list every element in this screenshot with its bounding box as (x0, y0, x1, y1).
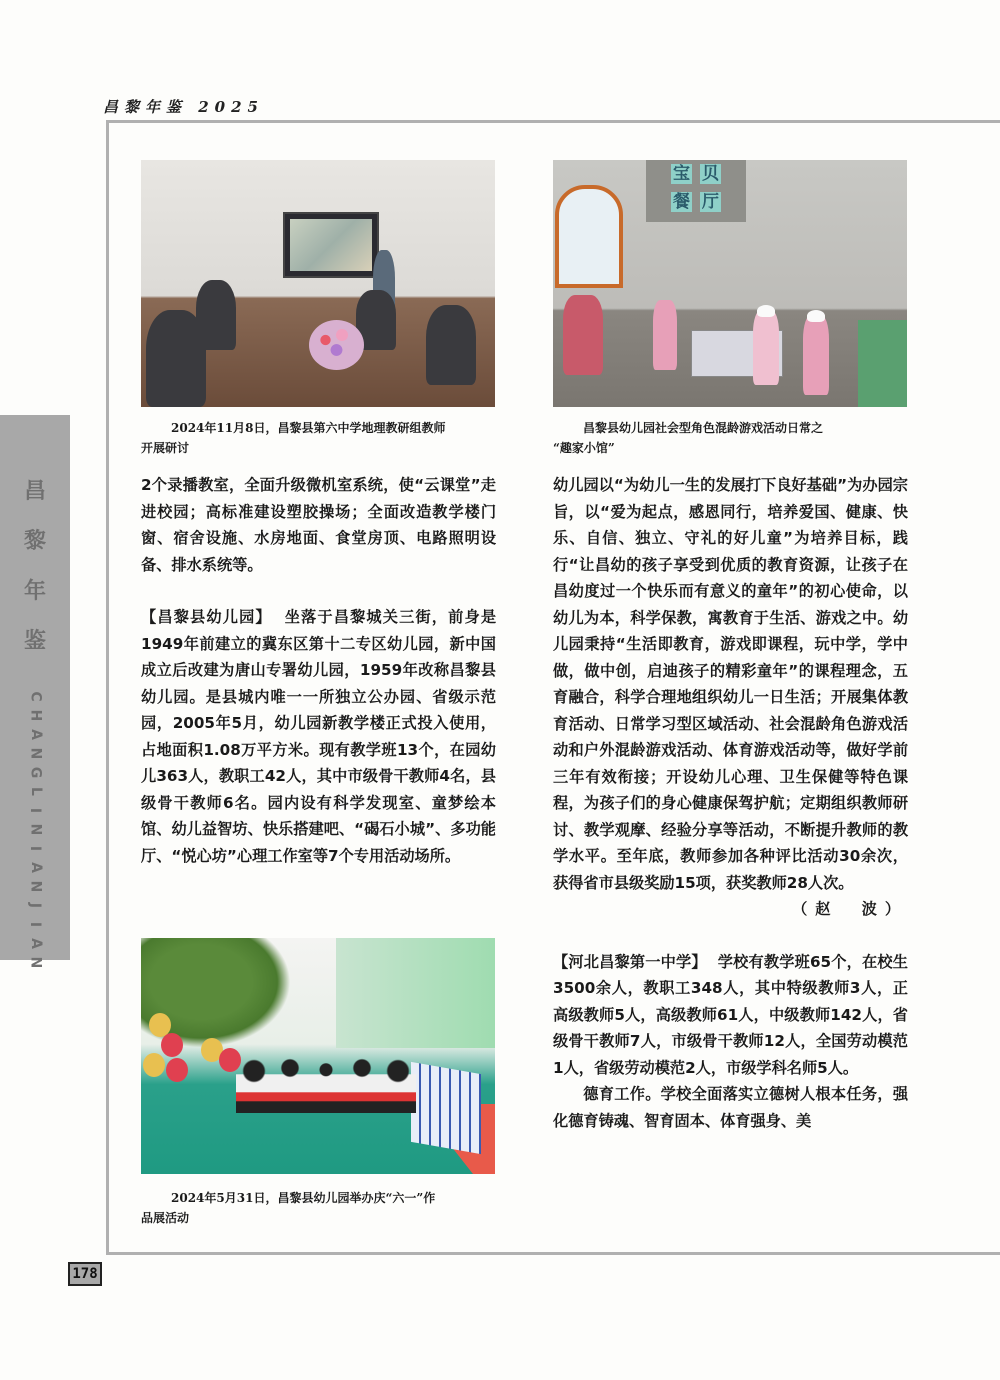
caption-cafe (553, 418, 913, 458)
side-tab-char: 鉴 (23, 629, 46, 654)
flower-bouquet (309, 320, 364, 370)
kindergarten-body: 坐落于昌黎城关三街，前身是1949年前建立的冀东区第十二专区幼儿园，新中国成立后改建为唐山专署幼儿园，1959年改称昌黎县幼儿园。是县城内唯一一所独立公办园、省级示范园，2005年5月，幼儿园新教学楼正式投入使用，占地面积1.08万平方米。现有教学班13个，在园幼儿363人，教职工42人，其中市级骨干教师4名，县级骨干教师6名。园内设有科学发现室、童梦绘本馆、幼儿益智坊、快乐搭建吧、“碣石小城”、多功能厅、“悦心坊”心理工作室等7个专用活动场所。 (141, 608, 497, 865)
pinyin-letter: N (27, 956, 44, 969)
right-column (553, 472, 908, 1134)
pinyin-letter: H (27, 709, 44, 722)
caption-text: 2024年11月8日，昌黎县第六中学地理教研组教师 (171, 421, 446, 435)
caption-text: 品展活动 (141, 1211, 190, 1225)
crowd (236, 1053, 416, 1113)
side-tab-pinyin (27, 687, 44, 972)
pinyin-letter: A (27, 938, 44, 949)
pinyin-letter: N (27, 747, 44, 760)
school-body: 学校有教学班65个，在校生3500余人，教职工348人，其中特级教师3人，正高级教师5人，高级教师61人，中级教师142人，省级骨干教师7人，市级骨干教师12人，全国劳动模范1人，省级劳动模范2人，市级学科名师5人。 (553, 952, 908, 1077)
balloon (166, 1058, 188, 1082)
pinyin-letter: L (27, 787, 44, 796)
sign-char: 厅 (702, 192, 719, 212)
child-figure (653, 300, 677, 370)
paragraph-moral-education (553, 1081, 908, 1134)
paragraph-campus-upgrade: 2个录播教室，全面升级微机室系统，使“云课堂”走进校园；高标准建设塑胶操场；全面改造教学楼门窗、宿舍设施、水房地面、食堂房顶、电路照明设备、排水系统等。 (141, 476, 496, 574)
balloon (219, 1048, 241, 1072)
pinyin-letter: G (27, 766, 44, 779)
sign-char: 宝 (673, 164, 690, 184)
pinyin-letter: A (27, 729, 44, 740)
caption-text: “趣家小馆” (553, 441, 615, 455)
pinyin-letter: I (27, 807, 44, 814)
paragraph-kindergarten-philosophy: 幼儿园以“为幼儿一生的发展打下良好基础”为办园宗旨，以“爱为起点，感恩同行，培养爱国、健康、快乐、自信、独立、守礼的好儿童”为培养目标，践行“让昌幼的孩子享受到优质的教育资源，让孩子在昌幼度过一个快乐而有意义的童年”的初心使命，以幼儿为本，科学保教，寓教育于生活、游戏之中。幼儿园秉持“生活即教育，游戏即课程，玩中学，学中做，做中创，启迪孩子的精彩童年”的课程理念，五育融合，科学合理地组织幼儿一日生活；开展集体教育活动、日常学习型区域活动、社会混龄角色游戏活动和户外混龄游戏活动、体育游戏活动等，做好学前三年有效衔接；开设幼儿心理、卫生保健等特色课程，为孩子们的身心健康保驾护航；定期组织教师研讨、教学观摩、经验分享等活动，不断提升教师的教学水平。至年底，教师参加各种评比活动30余次，获得省市县级奖励15项，获奖教师28人次。 (553, 476, 908, 892)
author-signature: （赵 波） (792, 900, 908, 918)
attendee-figure (426, 305, 476, 385)
sign-char: 贝 (702, 164, 719, 184)
pinyin-letter: N (27, 823, 44, 836)
left-column (141, 472, 496, 869)
running-title: 昌黎年鉴 2025 (103, 98, 264, 116)
projection-screen (283, 212, 379, 278)
caption-text: 开展研讨 (141, 441, 190, 455)
child-figure (803, 315, 829, 395)
section-heading-no1-middle-school: 【河北昌黎第一中学】 (553, 952, 707, 971)
caption-festival (141, 1188, 501, 1228)
page-number: 178 (68, 1262, 102, 1286)
chef-hat (757, 305, 775, 317)
sign-char: 餐 (673, 192, 690, 212)
photo-classroom (141, 160, 495, 407)
child-figure (753, 310, 779, 385)
adult-figure (563, 295, 603, 375)
paragraph-kindergarten (141, 604, 496, 869)
caption-classroom (141, 418, 501, 458)
exhibit-board (411, 1062, 481, 1154)
side-tab-char: 昌 (23, 479, 46, 504)
side-tab-char: 年 (23, 579, 46, 604)
pinyin-letter: I (27, 921, 44, 928)
photo-festival (141, 938, 495, 1174)
caption-text: 昌黎县幼儿园社会型角色混龄游戏活动日常之 (583, 421, 824, 435)
caption-text: 2024年5月31日，昌黎县幼儿园举办庆“六一”作 (171, 1191, 436, 1205)
side-tab-char: 黎 (23, 529, 46, 554)
balloon (143, 1053, 165, 1077)
cafe-sign (646, 160, 746, 222)
attendee-figure (146, 310, 206, 407)
cabinet (858, 320, 907, 407)
side-tab (0, 415, 70, 969)
pinyin-letter: I (27, 845, 44, 852)
chef-hat (807, 310, 825, 322)
building (336, 938, 495, 1048)
arched-window (555, 185, 623, 288)
moral-education-text: 德育工作。学校全面落实立德树人根本任务，强化德育铸魂、智育固本、体育强身、美 (553, 1085, 908, 1130)
balloon (161, 1033, 183, 1057)
pinyin-letter: N (27, 880, 44, 893)
paragraph-no1-middle-school (553, 949, 908, 1082)
pinyin-letter: J (27, 902, 44, 909)
pinyin-letter: A (27, 862, 44, 873)
pinyin-letter: C (27, 691, 44, 702)
section-heading-kindergarten: 【昌黎县幼儿园】 (141, 608, 272, 626)
photo-cafe (553, 160, 907, 407)
